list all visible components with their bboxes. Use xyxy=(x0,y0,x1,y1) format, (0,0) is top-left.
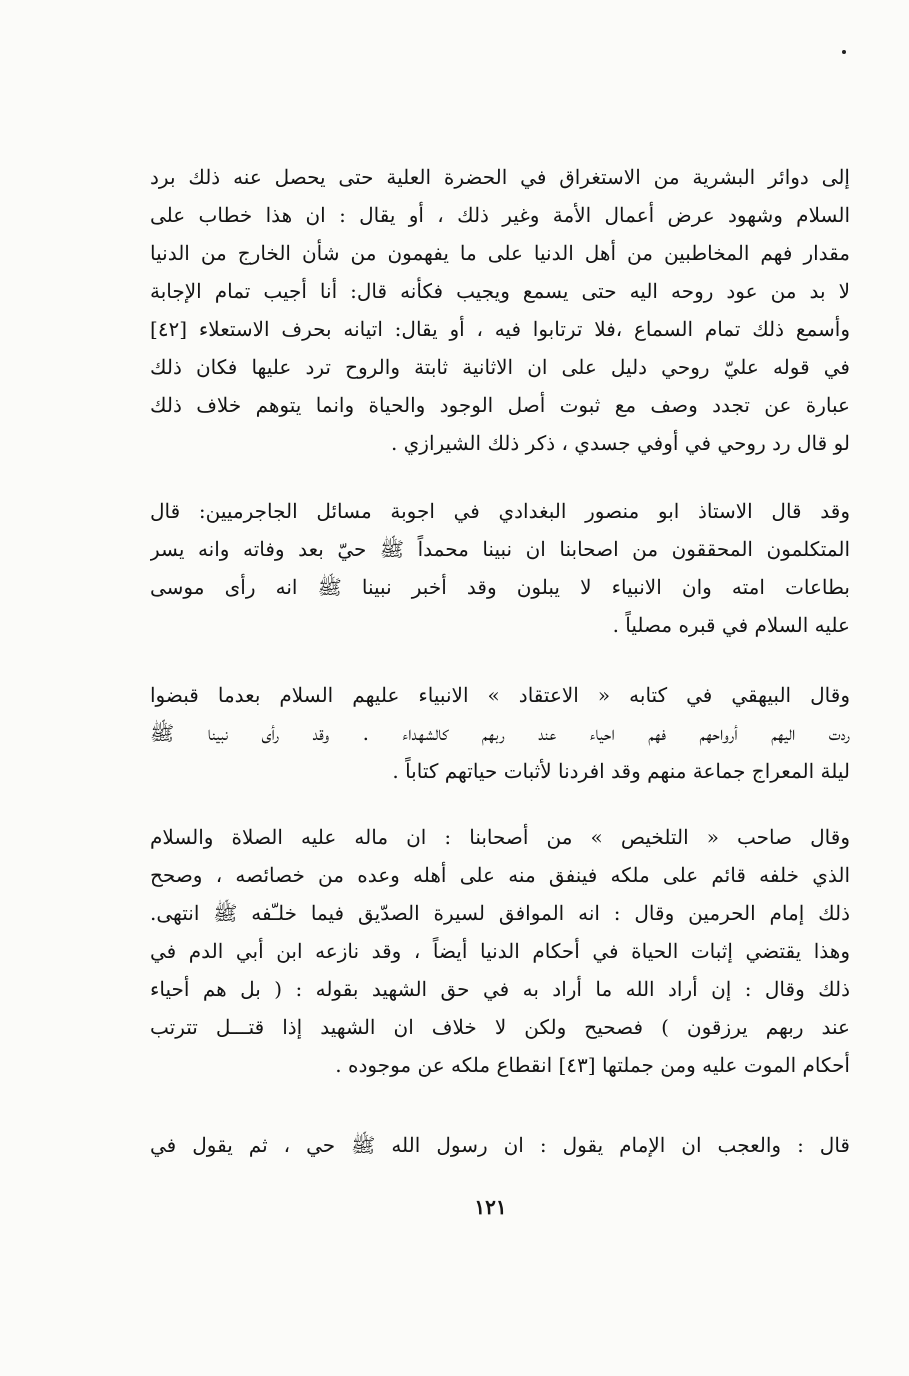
text-line: ليلة المعراج جماعة منهم وقد افردنا لأثبات حياتهم كتاباً . xyxy=(392,759,850,783)
paragraph-3 xyxy=(150,676,850,790)
text-line: ذلك إمام الحرمين وقال : انه الموافق لسيرة الصدّيق فيما خلـّفه ﷺ انتهى. xyxy=(150,901,850,925)
text-line: المتكلمون المحققون من اصحابنا ان نبينا محمداً ﷺ حيّ بعد وفاته وانه يسر xyxy=(150,537,850,561)
paragraph-2 xyxy=(150,492,850,644)
paragraph-1 xyxy=(150,158,850,462)
text-line: وقد قال الاستاذ ابو منصور البغدادي في اجوبة مسائل الجاجرميين: قال xyxy=(150,499,850,523)
paragraph-5 xyxy=(150,1126,850,1164)
text-line: عبارة عن تجدد وصف مع ثبوت أصل الوجود والحياة وانما يتوهم خلاف ذلك xyxy=(150,393,850,417)
ink-speck xyxy=(842,50,846,54)
text-line: ذلك وقال : إن أراد الله ما أراد به في حق الشهيد بقوله : ( بل هم أحياء xyxy=(150,977,850,1001)
paragraph-4 xyxy=(150,818,850,1084)
text-line: أحكام الموت عليه ومن جملتها [٤٣] انقطاع ملكه عن موجوده . xyxy=(335,1053,850,1077)
text-line: وهذا يقتضي إثبات الحياة في أحكام الدنيا أيضاً ، وقد نازعه ابن أبي الدم في xyxy=(150,939,850,963)
text-line: لو قال رد روحي في أوفي جسدي ، ذكر ذلك الشيرازي . xyxy=(390,431,850,455)
text-line: وقال البيهقي في كتابه « الاعتقاد » الانبياء عليهم السلام بعدما قبضوا xyxy=(150,683,850,707)
text-line: لا بد من عود روحه اليه حتى يسمع ويجيب فكأنه قال: أنا أجيب تمام الإجابة xyxy=(150,279,850,303)
text-line: قال : والعجب ان الإمام يقول : ان رسول الله ﷺ حي ، ثم يقول في xyxy=(150,1133,850,1157)
text-line: بطاعات امته وان الانبياء لا يبلون وقد أخبر نبينا ﷺ انه رأى موسى xyxy=(150,575,850,599)
text-line: عليه السلام في قبره مصلياً . xyxy=(612,613,850,637)
text-line: في قوله عليّ روحي دليل على ان الاثانية ثابتة والروح ترد عليها فكان ذلك xyxy=(150,355,850,379)
text-line: الذي خلفه قائم على ملكه فينفق منه على أهله وعده من خصائصه ، وصحح xyxy=(150,863,850,887)
text-line: وأسمع ذلك تمام السماع ،فلا ترتابوا فيه ، أو يقال: اتيانه بحرف الاستعلاء [٤٢] xyxy=(150,317,850,341)
text-line: عند ربهم يرزقون ) فصحيح ولكن لا خلاف ان الشهيد إذا قتـــل تترتب xyxy=(150,1015,850,1039)
text-line: إلى دوائر البشرية من الاستغراق في الحضرة العلية حتى يحصل عنه ذلك برد xyxy=(150,165,850,189)
page-number: ١٢١ xyxy=(474,1195,507,1219)
text-line: مقدار فهم المخاطبين من أهل الدنيا على ما يفهمون من شأن الخارج من الدنيا xyxy=(150,241,850,265)
text-line: ردت اليهم أرواحهم فهم احياء عند ربهم كالشهداء . وقد رأى نبينا ﷺ xyxy=(150,721,850,745)
text-line: وقال صاحب « التلخيص » من أصحابنا : ان ماله عليه الصلاة والسلام xyxy=(150,825,850,849)
text-line: السلام وشهود عرض أعمال الأمة وغير ذلك ، أو يقال : ان هذا خطاب على xyxy=(150,203,850,227)
